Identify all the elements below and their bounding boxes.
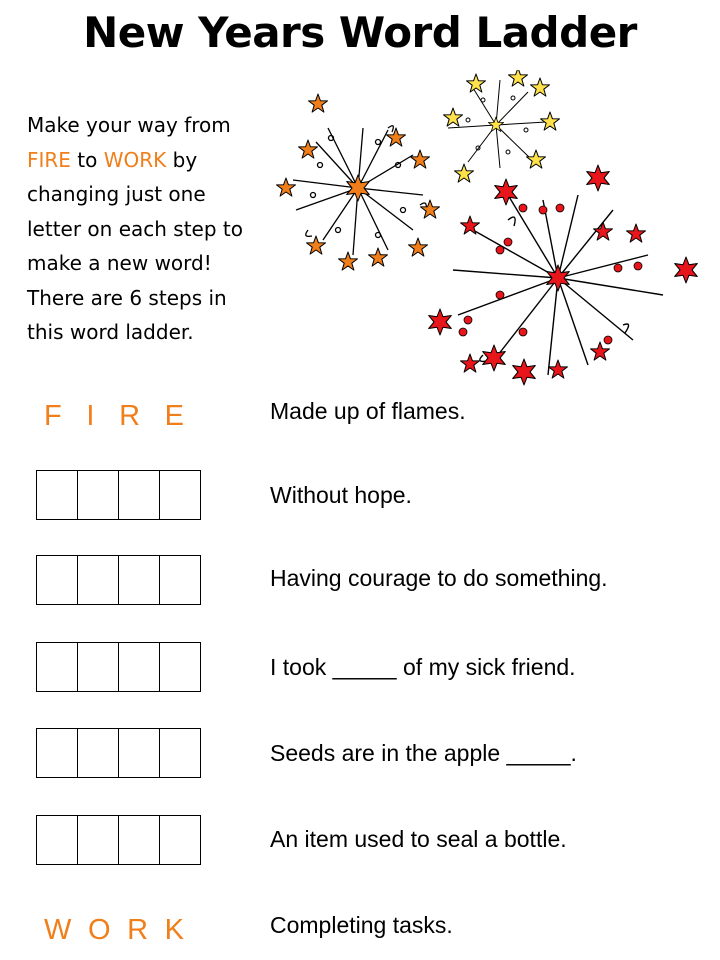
letter-box[interactable] — [159, 815, 201, 865]
clue-5: Seeds are in the apple _____. — [270, 740, 577, 766]
instruction-line-4: letter on each step to — [27, 216, 243, 241]
letter: E — [164, 400, 184, 432]
letter-box[interactable] — [159, 470, 201, 520]
instruction-line-2 — [27, 143, 287, 178]
letter-boxes — [36, 728, 201, 778]
letter: W — [44, 914, 72, 946]
end-word: WORK — [103, 147, 167, 172]
instruction-line-5: make a new word! — [27, 251, 212, 275]
letter-boxes — [36, 642, 201, 692]
start-word-letters — [44, 400, 184, 433]
clue-6: An item used to seal a bottle. — [270, 826, 567, 852]
instruction-line-7: this word ladder. — [27, 320, 194, 344]
clue-4: I took _____ of my sick friend. — [270, 654, 576, 680]
letter-box[interactable] — [118, 470, 160, 520]
letter-box[interactable] — [118, 642, 160, 692]
letter-box[interactable] — [159, 642, 201, 692]
letter-box[interactable] — [118, 555, 160, 605]
letter: K — [164, 914, 184, 946]
letter-box[interactable] — [118, 815, 160, 865]
letter-boxes — [36, 815, 201, 865]
clue-3: Having courage to do something. — [270, 565, 608, 591]
instruction-line-3: changing just one — [27, 182, 206, 206]
letter-box[interactable] — [77, 815, 119, 865]
letter-boxes — [36, 470, 201, 520]
letter-box[interactable] — [118, 728, 160, 778]
letter-box[interactable] — [77, 555, 119, 605]
letter-box[interactable] — [36, 642, 78, 692]
by-text: by — [166, 147, 198, 172]
letter-box[interactable] — [36, 555, 78, 605]
letter: O — [87, 914, 111, 946]
letter: R — [127, 914, 149, 946]
letter-box[interactable] — [36, 470, 78, 520]
letter: I — [86, 400, 95, 432]
letter-box[interactable] — [159, 728, 201, 778]
letter-box[interactable] — [77, 728, 119, 778]
instruction-line-1: Make your way from — [27, 113, 231, 137]
to-text: to — [70, 147, 104, 172]
clue-1: Made up of flames. — [270, 398, 466, 424]
letter: F — [44, 400, 62, 432]
letter-box[interactable] — [159, 555, 201, 605]
letter-box[interactable] — [36, 728, 78, 778]
letter-box[interactable] — [77, 642, 119, 692]
letter-box[interactable] — [36, 815, 78, 865]
clue-7: Completing tasks. — [270, 912, 453, 938]
instruction-line-6: There are 6 steps in — [27, 285, 227, 310]
letter-boxes — [36, 555, 201, 605]
letter-box[interactable] — [77, 470, 119, 520]
start-word: FIRE — [27, 147, 71, 172]
instructions — [27, 108, 287, 350]
end-word-letters — [44, 914, 184, 947]
page-title: New Years Word Ladder — [83, 8, 637, 57]
clue-2: Without hope. — [270, 482, 412, 508]
fireworks-illustration — [268, 70, 708, 390]
letter: R — [119, 400, 141, 432]
